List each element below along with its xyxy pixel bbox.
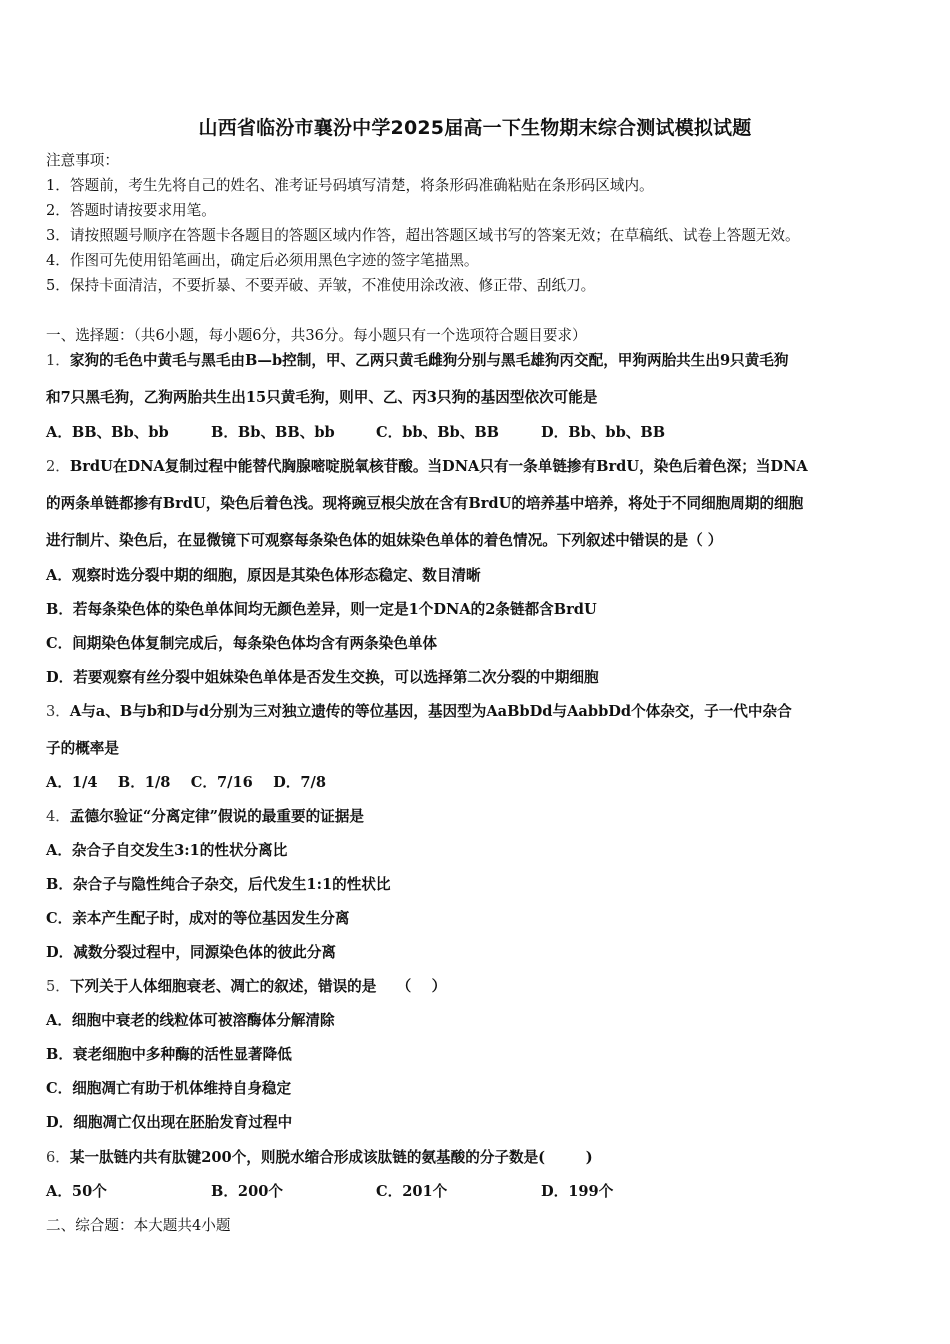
question-2-cont: 的两条单链都掺有BrdU，染色后着色浅。现将豌豆根尖放在含有BrdU的培养基中培养，将处于不同细胞周期的细胞 bbox=[46, 495, 804, 512]
question-text: A与a、B与b和D与d分别为三对独立遗传的等位基因，基因型为AaBbDd与AabbDd个体杂交，子一代中杂合 bbox=[69, 703, 792, 720]
question-number: 1． bbox=[46, 352, 70, 369]
question-number: 3． bbox=[46, 703, 70, 720]
page-title: 山西省临汾市襄汾中学2025届高一下生物期末综合测试模拟试题 bbox=[198, 117, 752, 139]
option-b: B．衰老细胞中多种酶的活性显著降低 bbox=[46, 1046, 292, 1063]
question-3 bbox=[46, 702, 792, 722]
question-text: 孟德尔验证“分离定律”假说的最重要的证据是 bbox=[69, 808, 364, 825]
question-3-cont: 子的概率是 bbox=[46, 740, 119, 757]
question-1 bbox=[46, 351, 789, 371]
question-text: 家狗的毛色中黄毛与黑毛由B—b控制，甲、乙两只黄毛雌狗分别与黑毛雄狗丙交配，甲狗两胎共生出9只黄毛狗 bbox=[69, 352, 789, 369]
section-1-heading: 一、选择题：（共6小题，每小题6分，共36分。每小题只有一个选项符合题目要求） bbox=[46, 327, 587, 344]
option-b: B．杂合子与隐性纯合子杂交，后代发生1:1的性状比 bbox=[46, 876, 391, 893]
option-a: A．杂合子自交发生3:1的性状分离比 bbox=[46, 842, 288, 859]
question-3-options: A．1/4 B．1/8 C．7/16 D．7/8 bbox=[46, 774, 326, 791]
option-c: C．间期染色体复制完成后，每条染色体均含有两条染色单体 bbox=[46, 635, 438, 652]
question-number: 4． bbox=[46, 808, 70, 825]
option-b: B．若每条染色体的染色单体间均无颜色差异，则一定是1个DNA的2条链都含BrdU bbox=[46, 601, 597, 618]
question-number: 2． bbox=[46, 458, 70, 475]
option-d: D．若要观察有丝分裂中姐妹染色单体是否发生交换，可以选择第二次分裂的中期细胞 bbox=[46, 669, 599, 686]
section-2-heading: 二、综合题：本大题共4小题 bbox=[46, 1217, 231, 1234]
question-number: 5． bbox=[46, 978, 70, 995]
notice-heading: 注意事项： bbox=[46, 152, 119, 169]
question-6 bbox=[46, 1148, 593, 1168]
question-2-cont: 进行制片、染色后，在显微镜下可观察每条染色体的姐妹染色单体的着色情况。下列叙述中错误的是（ ） bbox=[46, 532, 723, 549]
notice-item: 4．作图可先使用铅笔画出，确定后必须用黑色字迹的签字笔描黑。 bbox=[46, 252, 479, 269]
option-d: D．Bb、bb、BB bbox=[541, 424, 666, 441]
option-d: D．细胞凋亡仅出现在胚胎发育过程中 bbox=[46, 1114, 293, 1131]
notice-item: 3．请按照题号顺序在答题卡各题目的答题区域内作答，超出答题区域书写的答案无效；在草稿纸、试卷上答题无效。 bbox=[46, 227, 800, 244]
option-a: A．BB、Bb、bb bbox=[46, 424, 169, 441]
option-c: C．bb、Bb、BB bbox=[376, 424, 500, 441]
option-d: D．减数分裂过程中，同源染色体的彼此分离 bbox=[46, 944, 336, 961]
option-d: D．199个 bbox=[541, 1183, 614, 1200]
option-c: C．亲本产生配子时，成对的等位基因发生分离 bbox=[46, 910, 350, 927]
notice-item: 2．答题时请按要求用笔。 bbox=[46, 202, 216, 219]
option-c: C．201个 bbox=[376, 1183, 448, 1200]
notice-item: 1．答题前，考生先将自己的姓名、准考证号码填写清楚，将条形码准确粘贴在条形码区域内。 bbox=[46, 177, 654, 194]
option-a: A．50个 bbox=[46, 1183, 107, 1200]
option-b: B．200个 bbox=[211, 1183, 283, 1200]
question-4 bbox=[46, 807, 364, 827]
option-b: B．Bb、BB、bb bbox=[211, 424, 335, 441]
question-1-cont: 和7只黑毛狗，乙狗两胎共生出15只黄毛狗，则甲、乙、丙3只狗的基因型依次可能是 bbox=[46, 389, 598, 406]
question-text: 某一肽链内共有肽键200个，则脱水缩合形成该肽链的氨基酸的分子数是( ) bbox=[69, 1149, 593, 1166]
option-a: A．细胞中衰老的线粒体可被溶酶体分解清除 bbox=[46, 1012, 335, 1029]
question-text: BrdU在DNA复制过程中能替代胸腺嘧啶脱氧核苷酸。当DNA只有一条单链掺有BrdU，染色后着色深；当DNA bbox=[69, 458, 808, 475]
notice-item: 5．保持卡面清洁，不要折暴、不要弄破、弄皱，不准使用涂改液、修正带、刮纸刀。 bbox=[46, 277, 596, 294]
question-5 bbox=[46, 977, 446, 997]
option-a: A．观察时选分裂中期的细胞，原因是其染色体形态稳定、数目清晰 bbox=[46, 567, 481, 584]
question-text: 下列关于人体细胞衰老、凋亡的叙述，错误的是 （ ） bbox=[69, 978, 447, 995]
question-2 bbox=[46, 457, 808, 477]
option-c: C．细胞凋亡有助于机体维持自身稳定 bbox=[46, 1080, 292, 1097]
question-number: 6． bbox=[46, 1149, 70, 1166]
